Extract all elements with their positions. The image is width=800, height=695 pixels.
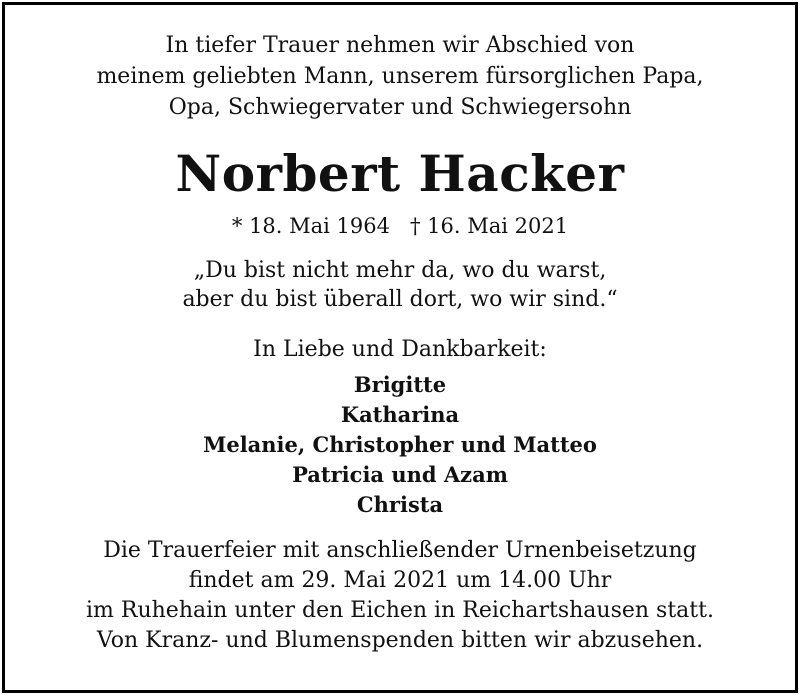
death-date: † 16. Mai 2021 xyxy=(410,214,569,238)
intro-text xyxy=(0,30,800,123)
quote-line: „Du bist nicht mehr da, wo du warst, xyxy=(193,258,607,283)
mourners-list xyxy=(0,370,800,520)
quote-line: aber du bist überall dort, wo wir sind.“ xyxy=(182,287,618,312)
birth-date: * 18. Mai 1964 xyxy=(231,214,390,238)
funeral-line: im Ruhehain unter den Eichen in Reichartshausen statt. xyxy=(86,598,714,623)
mourner-name: Brigitte xyxy=(353,372,447,397)
mourner-name: Melanie, Christopher und Matteo xyxy=(203,432,597,457)
funeral-line: Die Trauerfeier mit anschließender Urnenbeisetzung xyxy=(103,538,697,563)
intro-line: Opa, Schwiegervater und Schwiegersohn xyxy=(168,95,632,120)
deceased-name: Norbert Hacker xyxy=(175,144,625,203)
life-dates xyxy=(0,212,800,240)
memorial-quote xyxy=(0,256,800,314)
funeral-line: findet am 29. Mai 2021 um 14.00 Uhr xyxy=(188,568,612,593)
intro-line: meinem geliebten Mann, unserem fürsorglichen Papa, xyxy=(96,64,704,89)
mourner-name: Christa xyxy=(356,492,444,517)
intro-line: In tiefer Trauer nehmen wir Abschied von xyxy=(165,33,635,58)
funeral-details xyxy=(0,536,800,656)
mourner-name: Patricia und Azam xyxy=(292,462,508,487)
funeral-line: Von Kranz- und Blumenspenden bitten wir abzusehen. xyxy=(96,628,704,653)
thanks-heading: In Liebe und Dankbarkeit: xyxy=(253,337,547,362)
mourner-name: Katharina xyxy=(340,402,460,427)
